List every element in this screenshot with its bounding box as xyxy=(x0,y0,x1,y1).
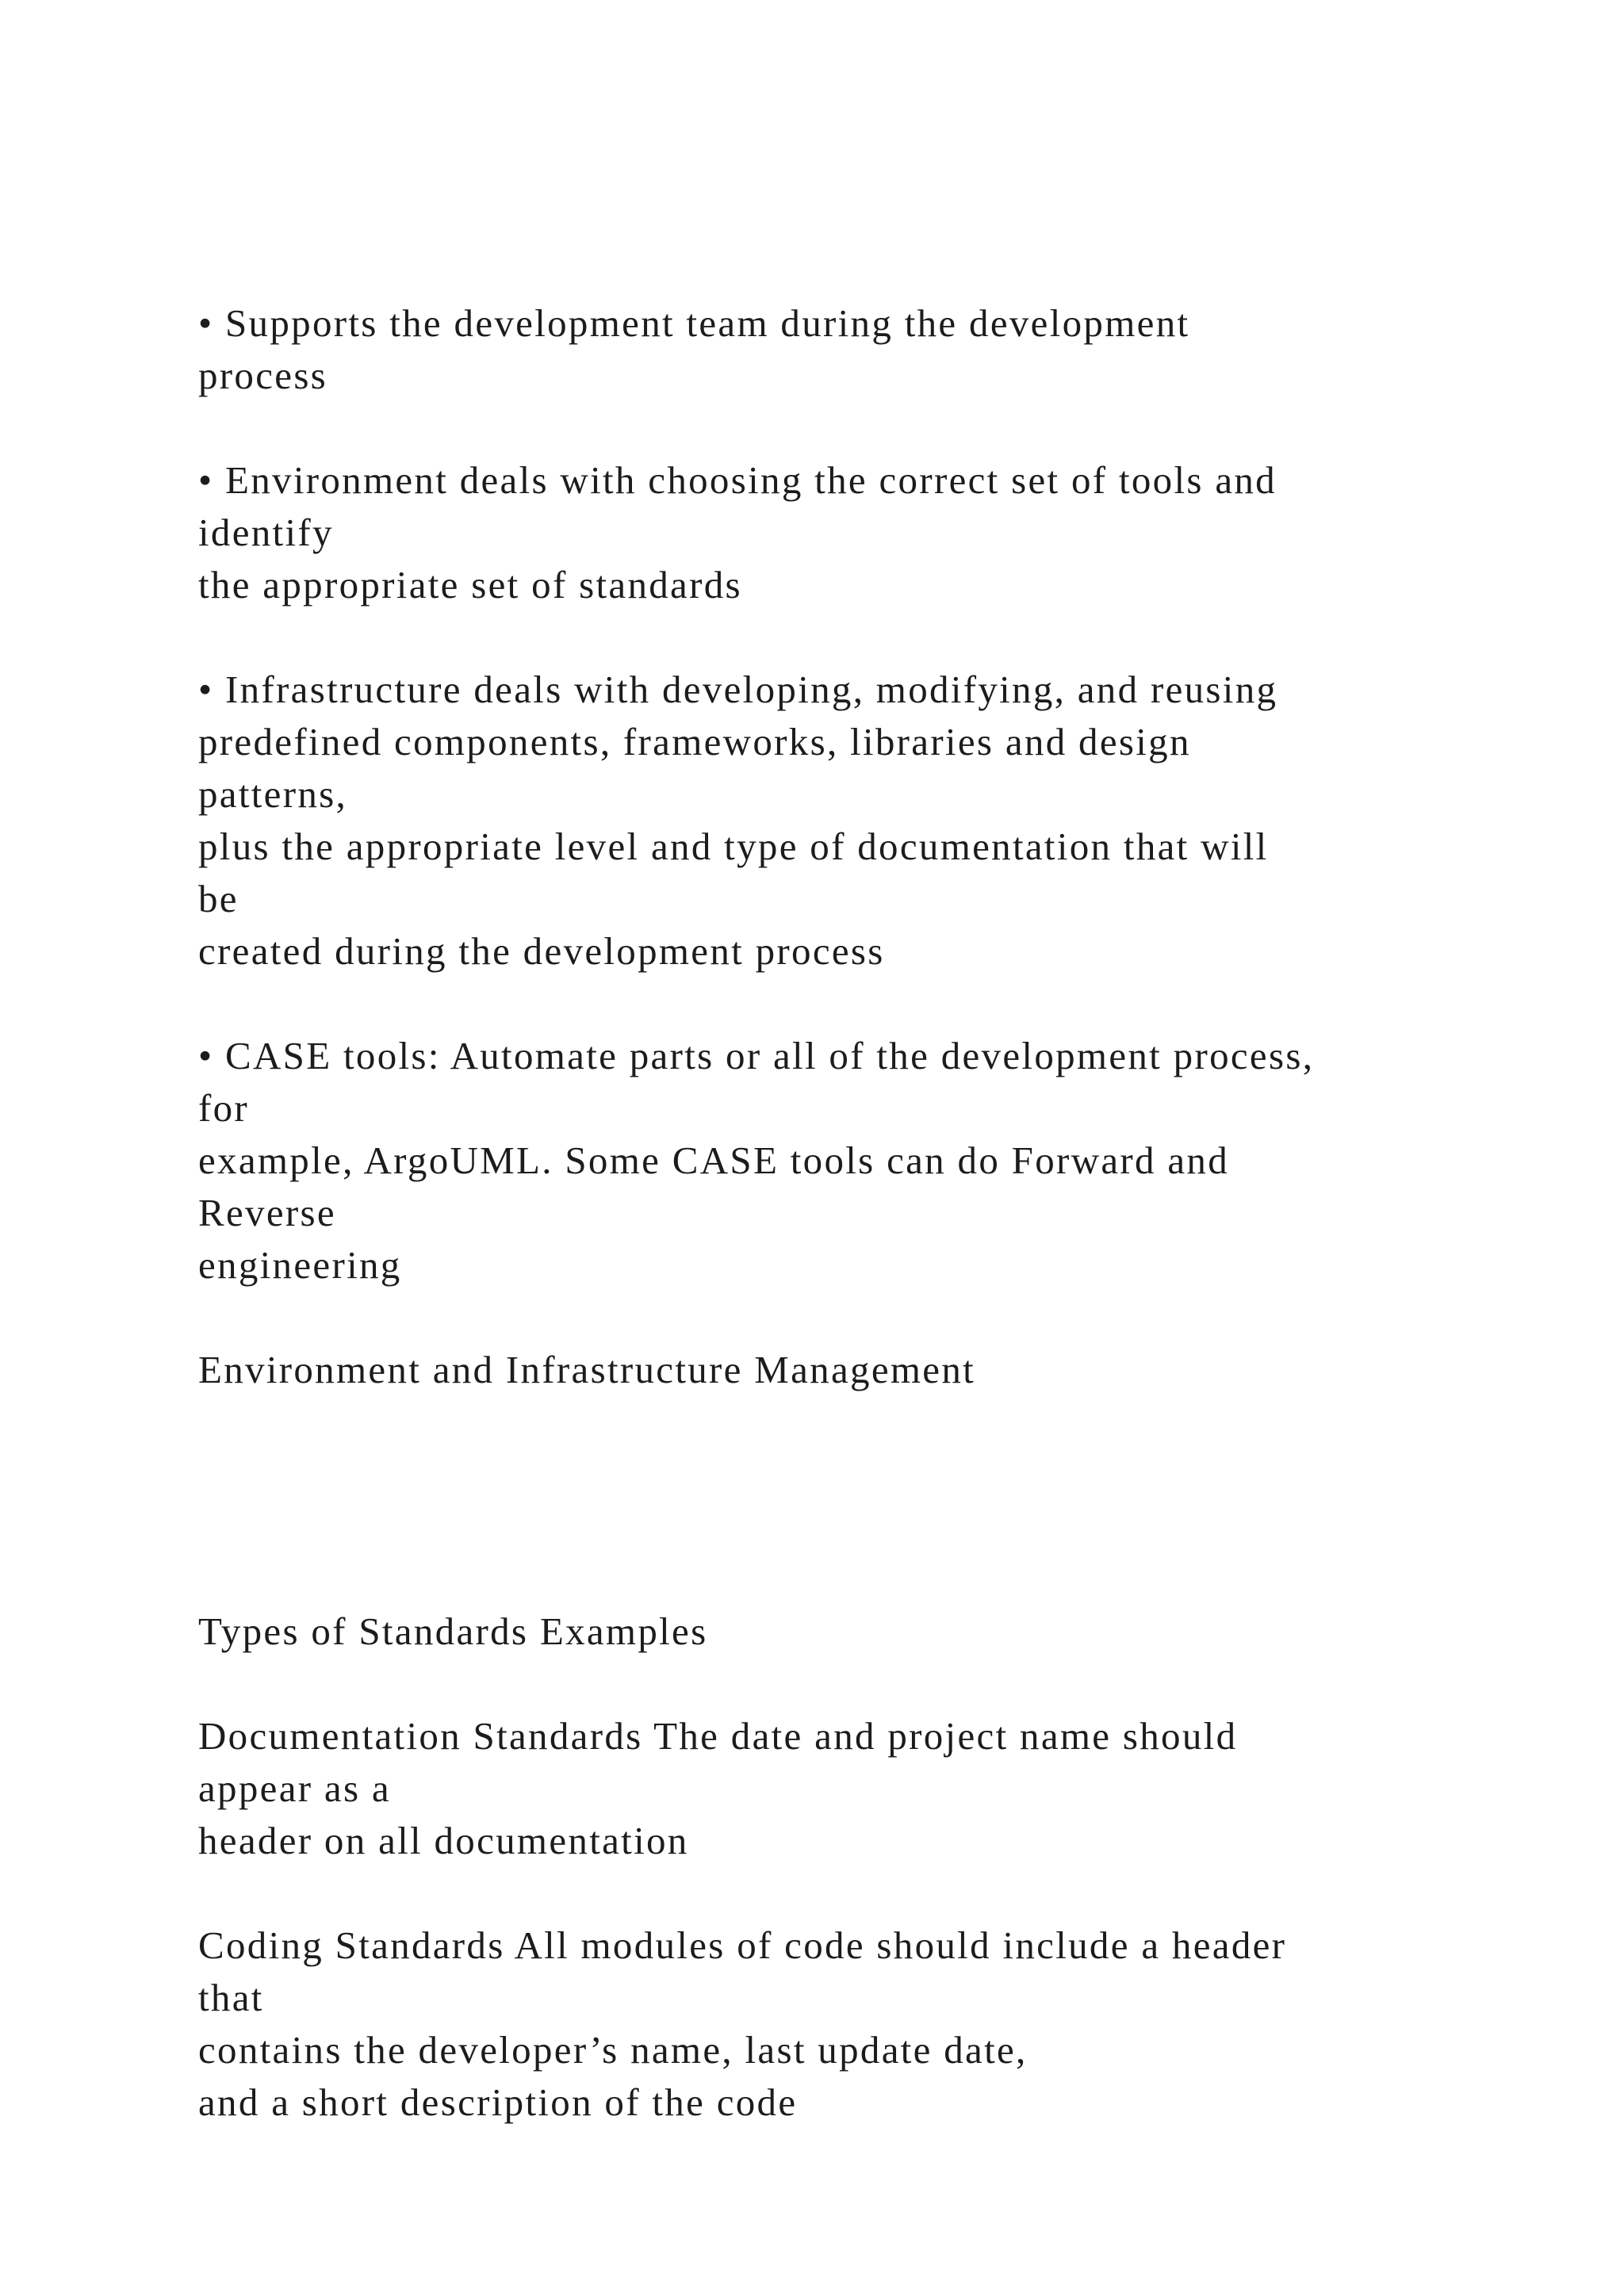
paragraph-documentation-standards xyxy=(198,1710,1507,1867)
text-line: appear as a xyxy=(198,1766,391,1810)
blank-space xyxy=(198,1448,1507,1605)
bullet-paragraph-support xyxy=(198,297,1507,402)
text-line: example, ArgoUML. Some CASE tools can do Forward and xyxy=(198,1138,1230,1182)
text-line: • Supports the development team during the development xyxy=(198,301,1190,345)
text-line: Types of Standards Examples xyxy=(198,1609,708,1653)
bullet-paragraph-infrastructure xyxy=(198,664,1507,978)
text-line: Environment and Infrastructure Management xyxy=(198,1348,976,1391)
text-line: • Infrastructure deals with developing, modifying, and reusing xyxy=(198,668,1278,711)
text-line: • CASE tools: Automate parts or all of the development process, xyxy=(198,1034,1315,1077)
text-line: Documentation Standards The date and project name should xyxy=(198,1714,1238,1758)
text-line: header on all documentation xyxy=(198,1819,689,1862)
text-line: • Environment deals with choosing the correct set of tools and xyxy=(198,458,1277,502)
text-line: Coding Standards All modules of code should include a header xyxy=(198,1923,1287,1967)
text-line: created during the development process xyxy=(198,929,885,973)
text-line: process xyxy=(198,354,328,397)
document-body xyxy=(198,297,1507,2181)
text-line: predefined components, frameworks, libraries and design xyxy=(198,720,1191,763)
paragraph-coding-standards xyxy=(198,1919,1507,2129)
text-line: Reverse xyxy=(198,1191,336,1234)
section-title-environment-management xyxy=(198,1344,1507,1396)
text-line: and a short description of the code xyxy=(198,2080,798,2124)
text-line: for xyxy=(198,1086,250,1130)
text-line: plus the appropriate level and type of documentation that will xyxy=(198,825,1269,868)
bullet-paragraph-case-tools xyxy=(198,1030,1507,1292)
text-line: be xyxy=(198,877,239,920)
text-line: that xyxy=(198,1976,264,2019)
text-line: engineering xyxy=(198,1243,402,1287)
text-line: patterns, xyxy=(198,772,348,816)
text-line: identify xyxy=(198,511,334,554)
text-line: the appropriate set of standards xyxy=(198,563,742,607)
text-line: contains the developer’s name, last update date, xyxy=(198,2028,1028,2072)
bullet-paragraph-environment xyxy=(198,454,1507,611)
section-title-types-of-standards xyxy=(198,1605,1507,1658)
